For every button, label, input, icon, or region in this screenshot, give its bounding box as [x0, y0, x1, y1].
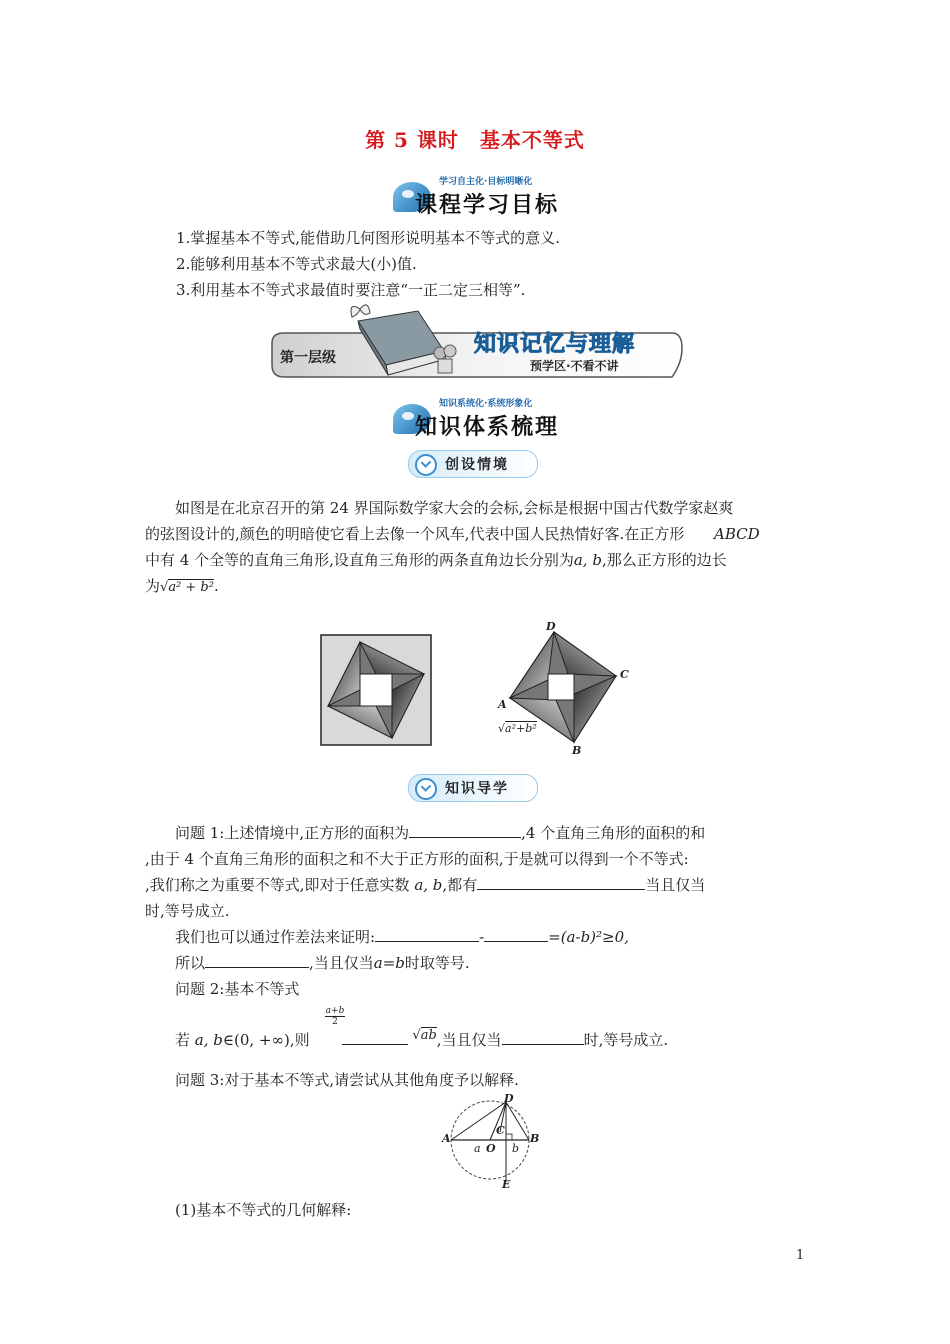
q3-title: 问题 3:对于基本不等式,请尝试从其他角度予以解释.: [175, 1071, 519, 1089]
fraction: [325, 1006, 345, 1027]
question-1: [145, 820, 825, 1002]
label-A2: A: [442, 1132, 451, 1145]
clock-icon: [415, 778, 437, 800]
blank-relation[interactable]: [342, 1028, 408, 1045]
goal-3: 3.利用基本不等式求最值时要注意“一正二定三相等”.: [176, 281, 526, 299]
label-A: A: [498, 698, 507, 711]
q2-line: 若 a, b∈(0, +∞),则 √ab,当且仅当 时,等号成立.: [175, 1028, 669, 1049]
pinwheel-graphic: [320, 634, 432, 746]
fraction-denominator: 2: [332, 1017, 338, 1027]
geometric-explanation-heading: (1)基本不等式的几何解释:: [175, 1201, 352, 1219]
level-heading: 知识记忆与理解: [474, 332, 636, 357]
square-abcd-label: ABCD: [712, 521, 762, 547]
pill-label: 知识导学: [445, 781, 509, 797]
abcd-graphic: [490, 618, 640, 762]
course-goals-banner: [393, 176, 593, 220]
goal-1: 1.掌握基本不等式,能借助几何图形说明基本不等式的意义.: [176, 229, 560, 247]
level-sub: 预学区·不看不讲: [530, 359, 619, 373]
clock-icon: [415, 454, 437, 476]
level-banner: [268, 303, 686, 385]
banner-subtitle: 知识系统化·系统形象化: [439, 399, 533, 409]
sqrt-expression: √a² + b²: [160, 580, 214, 595]
q1-line-4: 时,等号成立.: [145, 902, 230, 920]
page-title: 第 5 课时 基本不等式: [365, 128, 585, 152]
section-pill-situation: [408, 450, 538, 478]
level-label: 第一层级: [280, 350, 336, 366]
q1-line-1: 问题 1:上述情境中,正方形的面积为 ,4 个直角三角形的面积的和: [145, 820, 825, 846]
blank-diff-1[interactable]: [375, 925, 479, 942]
situation-paragraph: [145, 495, 810, 601]
q1-line-6: 所以 ,当且仅当a=b时取等号.: [145, 950, 825, 976]
label-b2: b: [512, 1142, 520, 1155]
label-D: D: [546, 620, 556, 633]
pill-label: 创设情境: [445, 457, 509, 473]
banner-heading: 课程学习目标: [415, 193, 560, 218]
situation-line-3: 中有 4 个全等的直角三角形,设直角三角形的两条直角边长分别为a, b,那么正方形的边长: [145, 551, 727, 569]
situation-line-1: 如图是在北京召开的第 24 界国际数学家大会的会标,会标是根据中国古代数学家赵爽: [175, 499, 734, 517]
blank-conclusion[interactable]: [205, 951, 309, 968]
q1-line-2: ,由于 4 个直角三角形的面积之和不大于正方形的面积,于是就可以得到一个不等式:: [145, 850, 689, 868]
figure-pinwheel-square: [320, 634, 432, 746]
label-O2: O: [486, 1142, 496, 1155]
sqrt-ab: √ab: [412, 1028, 437, 1043]
blank-diff-2[interactable]: [484, 925, 548, 942]
goal-2: 2.能够利用基本不等式求最大(小)值.: [176, 255, 417, 273]
banner-heading: 知识体系梳理: [415, 415, 560, 440]
side-length-label: √a²+b²: [498, 722, 537, 735]
q1-line-3: ,我们称之为重要不等式,即对于任意实数 a, b,都有 当且仅当: [145, 872, 825, 898]
fraction-numerator: a+b: [325, 1006, 345, 1016]
label-D2: D: [504, 1092, 514, 1105]
situation-line-2: 的弦图设计的,颜色的明暗使它看上去像一个风车,代表中国人民热情好客.在正方形: [145, 525, 685, 543]
knowledge-system-banner: [393, 398, 593, 442]
blank-square-area[interactable]: [409, 821, 521, 838]
label-a2: a: [474, 1142, 481, 1155]
situation-line-4: 为√a² + b².: [145, 577, 219, 595]
blank-equality-condition[interactable]: [502, 1028, 584, 1045]
q1-line-5: 我们也可以通过作差法来证明: - =(a-b)²≥0,: [145, 924, 825, 950]
var-ab: a, b: [573, 551, 602, 569]
page-number: 1: [796, 1248, 805, 1263]
section-pill-guide: [408, 774, 538, 802]
figure-circle: [442, 1090, 548, 1190]
label-C: C: [620, 668, 629, 681]
figure-abcd-square: [490, 618, 640, 762]
blank-inequality[interactable]: [477, 873, 645, 890]
label-B: B: [572, 744, 582, 757]
label-E2: E: [502, 1178, 511, 1191]
label-B2: B: [530, 1132, 540, 1145]
label-C2: C: [496, 1124, 505, 1137]
q2-title: 问题 2:基本不等式: [175, 980, 300, 998]
banner-subtitle: 学习自主化·目标明晰化: [439, 177, 533, 187]
